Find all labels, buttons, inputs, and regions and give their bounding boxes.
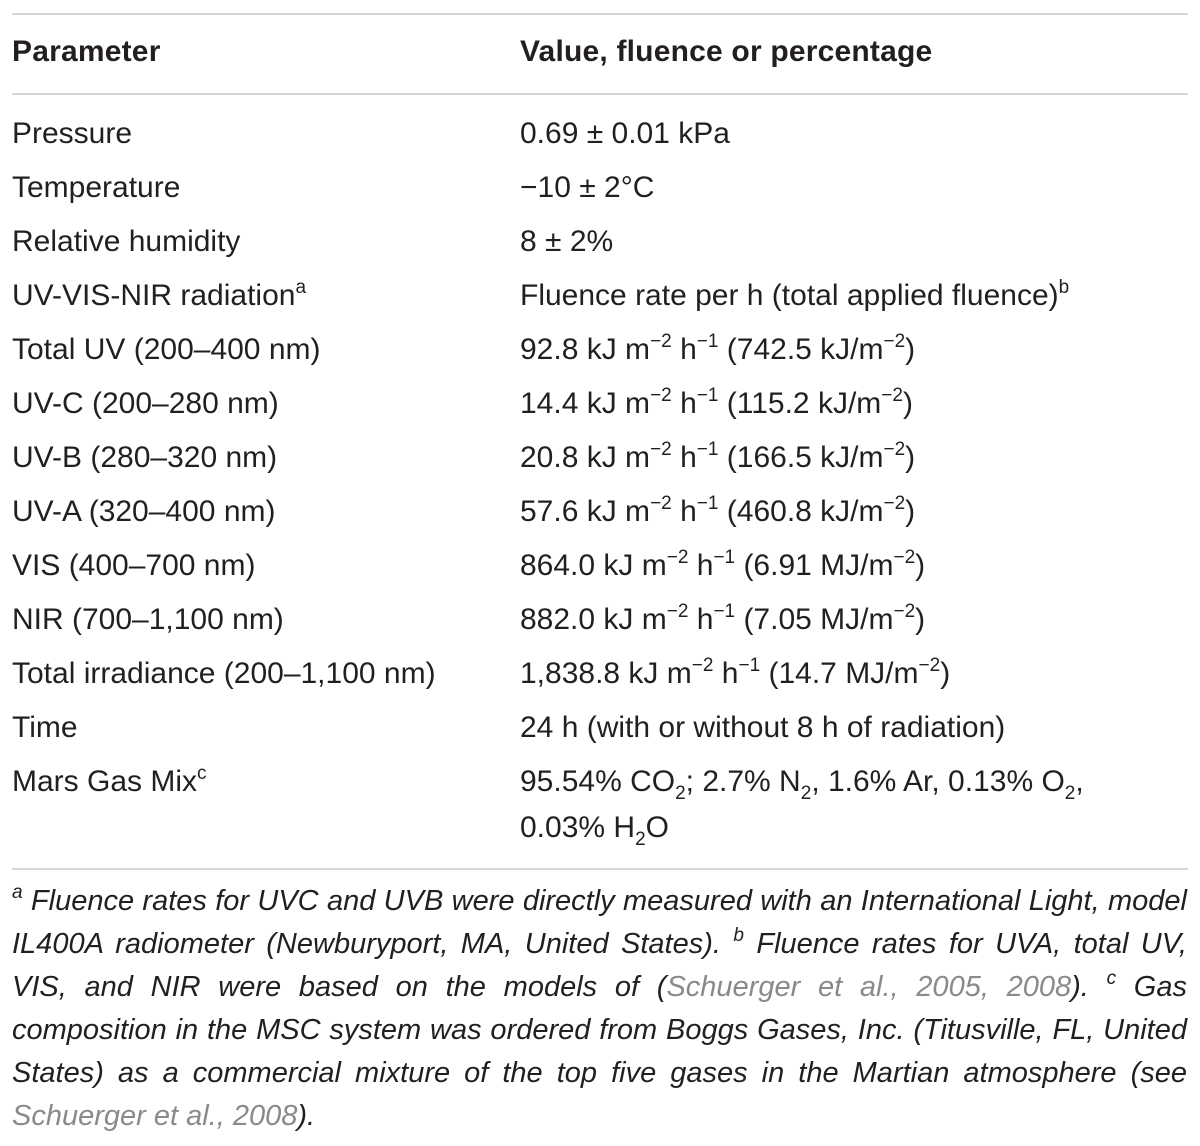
value-cell: 14.4 kJ $m^{-2}$ $h^{-1}$ (115.2 $kJ/m^{-2}$) [520,385,913,420]
header-rule [12,93,1188,95]
param-cell: VIS (400–700 nm) [12,549,256,582]
param-cell: Relative humidity [12,225,241,258]
parameters-table [0,107,1200,855]
value-cell: −10 ± 2°C [520,171,655,204]
table-top-rule [12,13,1188,15]
value-cell: 1,838.8 kJ $m^{-2}$ $h^{-1}$ (14.7 $MJ/m^{-2}$) [520,655,951,690]
table-row [0,377,1200,431]
value-cell: Fluence rate per h (total applied fluence)$^b$ [520,277,1070,312]
citation-link[interactable]: Schuerger et al., 2005, 2008 [666,971,1072,1003]
header-parameter: Parameter [12,35,161,68]
param-cell: UV-VIS-NIR radiation$^a$ [12,277,307,312]
value-cell: 57.6 kJ $m^{-2}$ $h^{-1}$ (460.8 $kJ/m^{-2}$) [520,493,916,528]
footnote-mark-b: b [1058,277,1070,298]
value-cell: 882.0 kJ $m^{-2}$ $h^{-1}$ (7.05 $MJ/m^{-2}$) [520,601,926,636]
value-cell: 24 h (with or without 8 h of radiation) [520,711,1006,744]
table-row [0,593,1200,647]
table-row [0,107,1200,161]
table-bottom-rule [12,868,1188,870]
citation-link[interactable]: Schuerger et al., 2008 [12,1100,298,1132]
value-cell: 95.54% $CO_2$; 2.7% $N_2$, 1.6% Ar, 0.13% $O_2$, 0.03% $H_2O$ [520,765,1084,850]
table-row [0,323,1200,377]
header-value: Value, fluence or percentage [520,35,933,68]
param-cell: Total irradiance (200–1,100 nm) [12,657,436,690]
value-cell: 8 ± 2% [520,225,614,258]
footnote-mark-c: c [197,763,207,784]
param-cell: UV-C (200–280 nm) [12,387,279,420]
param-cell: UV-A (320–400 nm) [12,495,276,528]
param-cell: Temperature [12,171,181,204]
param-cell: UV-B (280–320 nm) [12,441,278,474]
value-cell: 92.8 kJ $m^{-2}$ $h^{-1}$ (742.5 $kJ/m^{-2}$) [520,331,916,366]
value-cell: 864.0 kJ $m^{-2}$ $h^{-1}$ (6.91 $MJ/m^{-2}$) [520,547,926,582]
param-cell: Time [12,711,78,744]
table-row [0,755,1200,855]
table-row [0,269,1200,323]
table-row [0,539,1200,593]
table-footnote: $^a$ Fluence rates for UVC and UVB were directly measured with an International Light, model IL400A radiometer (Newburyport, MA, United States). $^b$ Fluence rates for UVA, total UV, VIS, and NIR were based on the models of (Schuerger et al., 2005, 2008). $^c$ Gas composition in the MSC system was ordered from Boggs Gases, Inc. (Titusville, FL, United States) as a commercial mixture of the top five gases in the Martian atmosphere (see Schuerger et al., 2008). [12,882,1187,1132]
value-cell: 20.8 kJ $m^{-2}$ $h^{-1}$ (166.5 $kJ/m^{-2}$) [520,439,916,474]
table-row [0,161,1200,215]
param-cell: Pressure [12,117,133,150]
table-row [0,485,1200,539]
value-cell: 0.69 ± 0.01 kPa [520,117,730,150]
table-row [0,647,1200,701]
table-row [0,701,1200,755]
param-cell: Mars Gas Mix$^c$ [12,763,207,798]
param-cell: NIR (700–1,100 nm) [12,603,284,636]
table-row [0,215,1200,269]
footnote-mark-a: a [295,277,307,298]
param-cell: Total UV (200–400 nm) [12,333,321,366]
table-row [0,431,1200,485]
